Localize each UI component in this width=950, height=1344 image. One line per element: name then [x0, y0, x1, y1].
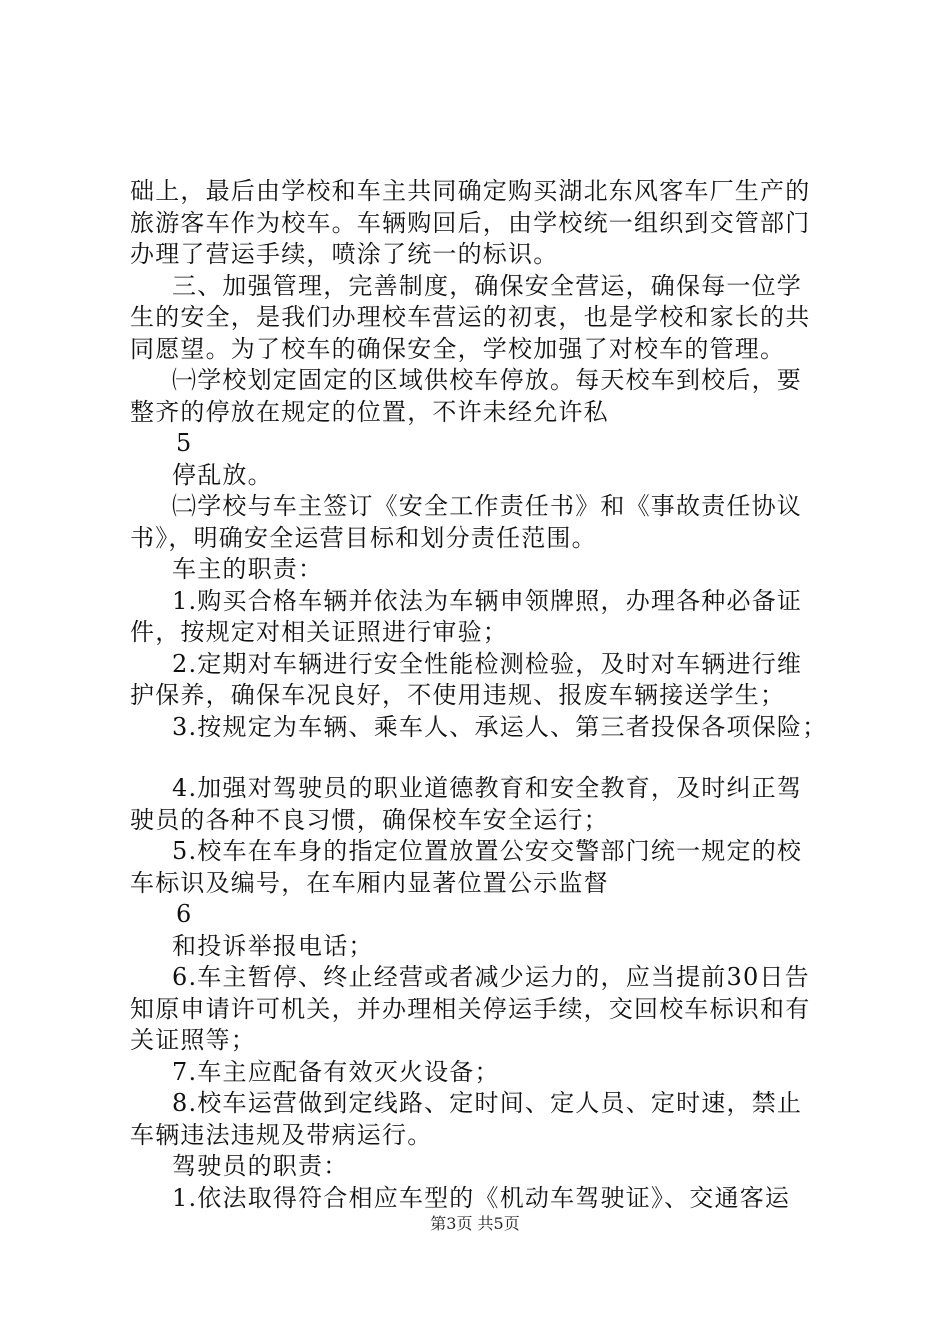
text-line: 础上，最后由学校和车主共同确定购买湖北东风客车厂生产的: [130, 177, 811, 205]
text-line: 同愿望。为了校车的确保安全，学校加强了对校车的管理。: [130, 334, 786, 363]
text-line: 6.车主暂停、终止经营或者减少运力的，应当提前30日告: [172, 963, 810, 991]
text-line: ㈠学校划定固定的区域供校车停放。每天校车到校后，要: [172, 366, 802, 394]
text-line: 4.加强对驾驶员的职业道德教育和安全教育，及时纠正驾: [172, 774, 803, 802]
text-line: 办理了营运手续，喷涂了统一的标识。: [130, 240, 559, 268]
text-line: 1.依法取得符合相应车型的《机动车驾驶证》、交通客运: [172, 1183, 791, 1212]
text-line: 生的安全，是我们办理校车营运的初衷，也是学校和家长的共: [130, 303, 811, 331]
text-line: 三、加强管理，完善制度，确保安全营运，确保每一位学: [172, 271, 802, 300]
text-line: 件，按规定对相关证照进行审验；: [130, 618, 508, 646]
text-line: 2.定期对车辆进行安全性能检测检验，及时对车辆进行维: [172, 649, 803, 678]
text-line: 车标识及编号，在车厢内显著位置公示监督: [130, 868, 609, 897]
text-line: 关证照等；: [130, 1026, 256, 1054]
text-line: 和投诉举报电话；: [172, 931, 374, 960]
text-line: 旅游客车作为校车。车辆购回后，由学校统一组织到交管部门: [130, 208, 811, 237]
text-line: 车辆违法违规及带病运行。: [130, 1120, 433, 1149]
text-line: 3.按规定为车辆、乘车人、承运人、第三者投保各项保险；: [172, 712, 828, 741]
section-heading: 驾驶员的职责：: [172, 1152, 349, 1180]
text-line: ㈡学校与车主签订《安全工作责任书》和《事故责任协议: [172, 492, 802, 520]
text-line: 整齐的停放在规定的位置，不许未经允许私: [130, 397, 609, 426]
text-line: 知原申请许可机关，并办理相关停运手续，交回校车标识和有: [130, 994, 811, 1023]
text-line: 7.车主应配备有效灭火设备；: [172, 1057, 500, 1086]
text-line: 5.校车在车身的指定位置放置公安交警部门统一规定的校: [172, 837, 803, 865]
text-line: 护保养，确保车况良好，不使用违规、报废车辆接送学生；: [130, 681, 786, 709]
text-line: 停乱放。: [172, 460, 273, 489]
section-heading: 车主的职责：: [172, 555, 324, 583]
text-line: 8.校车运营做到定线路、定时间、定人员、定时速，禁止: [172, 1089, 803, 1117]
inline-page-number: 5: [176, 429, 193, 457]
text-line: 驶员的各种不良习惯，确保校车安全运行；: [130, 805, 609, 834]
document-body: [130, 176, 830, 1214]
text-line: 1.购买合格车辆并依法为车辆申领牌照，办理各种必备证: [172, 586, 803, 615]
page-footer: 第3页 共5页: [430, 1214, 520, 1233]
paragraph-gap: [130, 743, 830, 773]
text-line: 书》，明确安全运营目标和划分责任范围。: [130, 523, 597, 552]
inline-page-number: 6: [176, 900, 193, 928]
